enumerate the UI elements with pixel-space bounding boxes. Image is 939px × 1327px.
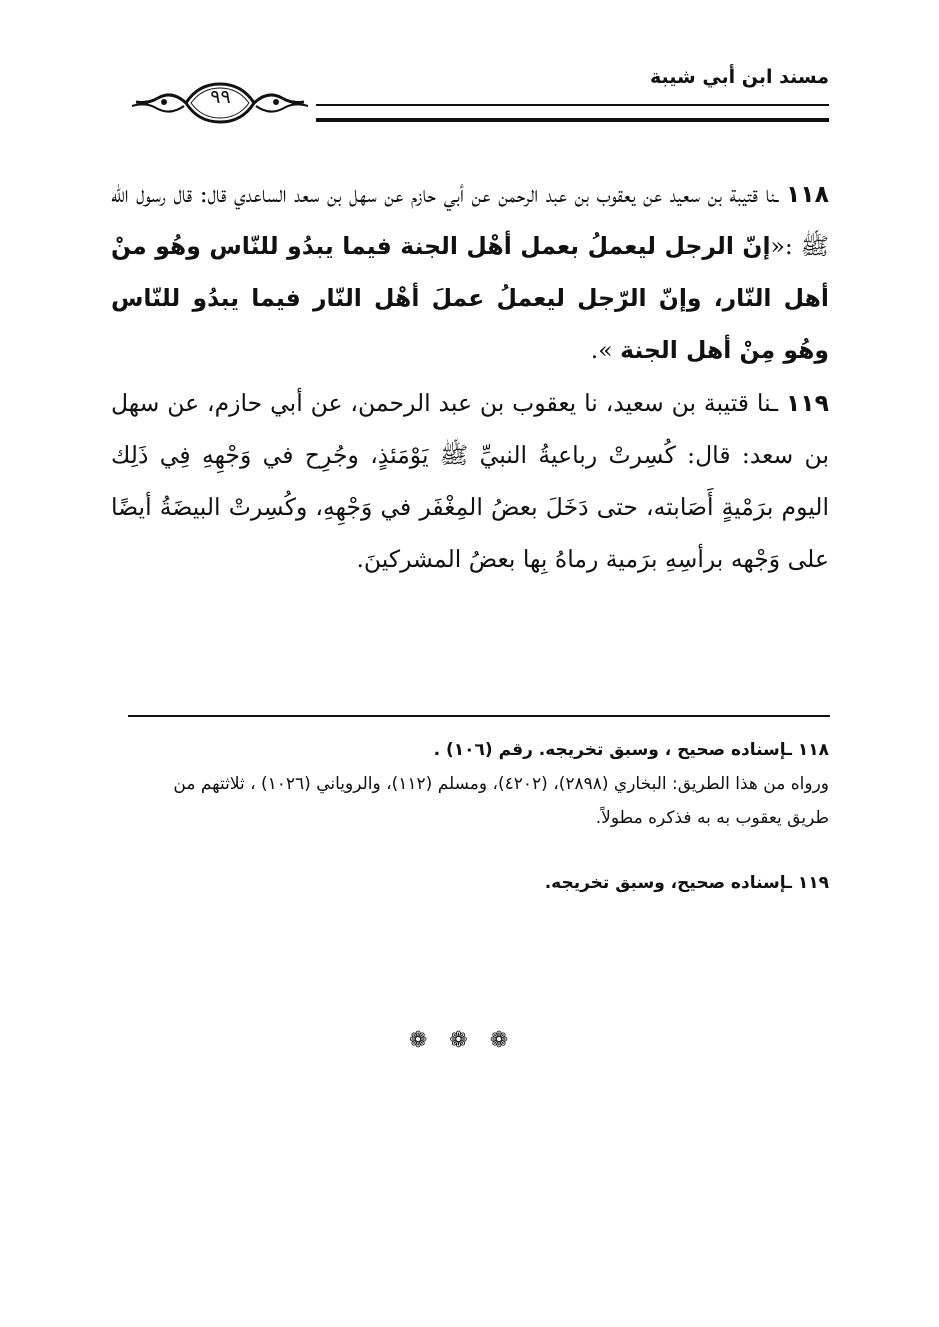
footnote-number: ١١٩ — [797, 873, 829, 893]
book-title: مسند ابن أبي شيبة — [649, 66, 829, 88]
page-number: ٩٩ — [210, 86, 231, 108]
hadith-number: ١١٩ — [785, 389, 829, 417]
page-number-ornament — [128, 80, 313, 126]
footnote-divider — [128, 715, 830, 717]
hadith-number: ١١٨ — [785, 180, 829, 208]
hadith-text-plain: ـنا قتيبة بن سعيد، نا يعقوب بن عبد الرحمن، عن أبي حازم، عن سهل بن سعد: قال: كُسِرتْ رباعيةُ النبيِّ ﷺ يَوْمَئذٍ، وجُرِح في وَجْهِهِ فِي ذَلِك اليوم برَمْيةٍ أَصَابته، حتى دَخَلَ بعضُ المِغْفَر في وَجْهِهِ، وكُسِرتْ البيضَةُ أيضًا على وَجْهه برأسِهِ برَمية رماهُ بِها بعضُ المشركينَ. — [111, 389, 829, 573]
hadith-text-end: ». — [590, 336, 621, 364]
header-rule — [316, 104, 829, 122]
hadith-118 — [111, 168, 829, 376]
footnote-118 — [127, 733, 829, 835]
footnote-heading — [127, 866, 829, 900]
footnote-number: ١١٨ — [797, 740, 829, 760]
footnote-bold-text: ـإسناده صحيح، وسبق تخريجه. — [544, 873, 792, 893]
footnote-bold-text: ـإسناده صحيح ، وسبق تخريجه. رقم (١٠٦) . — [433, 740, 792, 760]
footnote-text: ورواه من هذا الطريق: البخاري (٢٨٩٨)، (٤٢٠٢)، ومسلم (١١٢)، والروياني (١٠٢٦) ، ثلاثتهم من طريق يعقوب به به فذكره مطولاً. — [173, 774, 829, 828]
hadith-text-bold: إنّ الرجل ليعملُ بعمل أهْل الجنة فيما يبدُو للنّاس وهُو منْ أهل النّار، وإنّ الرّجل ليعملُ عملَ أهْل النّار فيما يبدُو للنّاس وهُو مِنْ أهل الجنة — [111, 232, 829, 364]
footnote-heading — [127, 733, 829, 767]
hadith-text-plain: ـنا قتيبة بن سعيد عن يعقوب بن عبد الرحمن عن أبي حازم عن سهل بن سعد الساعدي قال: قال رسول الله ﷺ :« — [111, 180, 829, 260]
hadith-119 — [111, 377, 829, 585]
footnote-119 — [127, 866, 829, 900]
end-ornament-icon: ❁❁❁ — [408, 1028, 531, 1053]
